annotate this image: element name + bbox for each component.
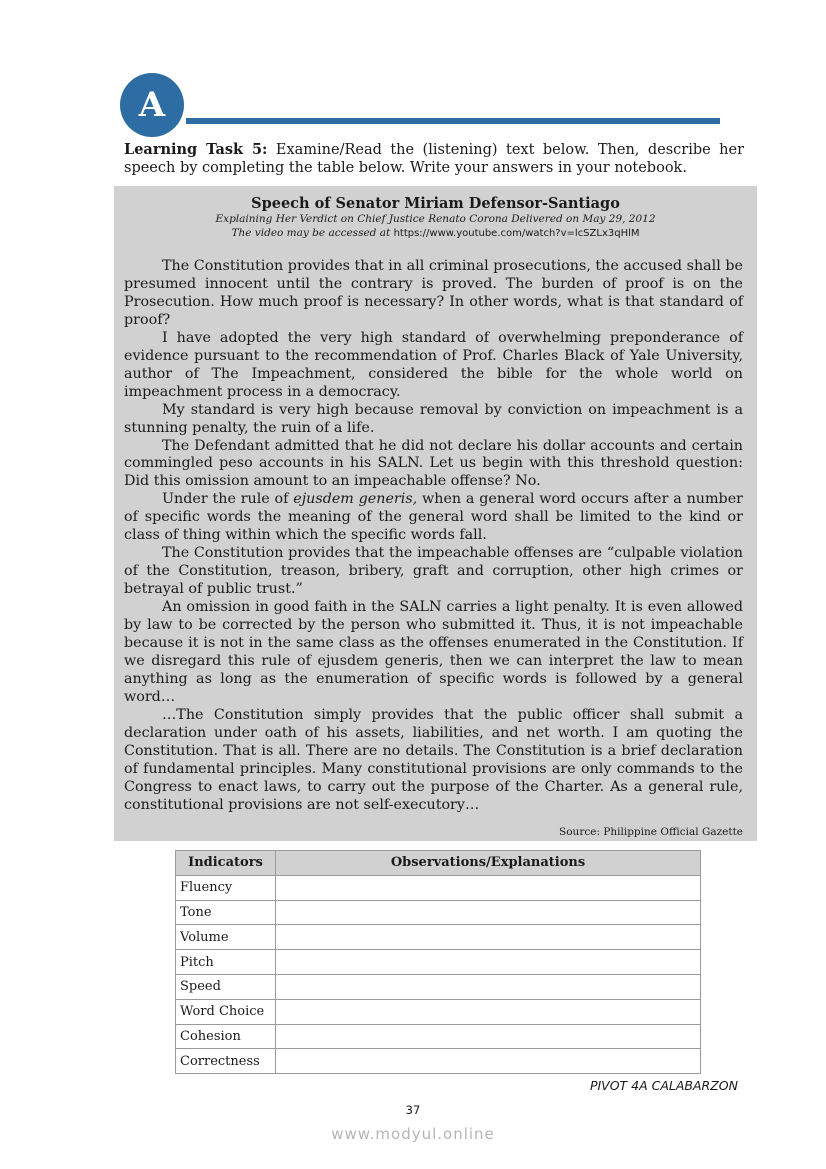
observation-cell — [276, 875, 701, 900]
table-row — [176, 1024, 701, 1049]
observation-cell — [276, 974, 701, 999]
speech-text — [124, 258, 743, 815]
speech-paragraph: …The Constitution simply provides that the public officer shall submit a declaration under oath of his assets, liabilities, and net worth. I am quoting the Constitution. That is all. There are no details. The Constitution is a brief declaration of fundamental principles. Many constitutional provisions are only commands to the Congress to enact laws, to carry out the purpose of the Charter. As a general rule, constitutional provisions are not self-executory… — [124, 706, 743, 813]
observation-cell — [276, 1049, 701, 1074]
table-row — [176, 974, 701, 999]
speech-paragraph: The Constitution provides that in all criminal prosecutions, the accused shall be presumed innocent until the contrary is proved. The burden of proof is on the Prosecution. How much proof is necessary? In other words, what is that standard of proof? — [124, 258, 743, 328]
speech-title: Speech of Senator Miriam Defensor-Santiago — [251, 195, 620, 212]
indicator-label: Cohesion — [176, 1024, 276, 1049]
observation-cell — [276, 950, 701, 975]
indicator-label: Correctness — [176, 1049, 276, 1074]
table-row — [176, 1049, 701, 1074]
indicator-label: Word Choice — [176, 999, 276, 1024]
indicator-label: Volume — [176, 925, 276, 950]
header-observations: Observations/Explanations — [276, 851, 701, 876]
speech-source: Source: Philippine Official Gazette — [559, 826, 743, 838]
page-number: 37 — [405, 1103, 421, 1117]
header-indicators: Indicators — [176, 851, 276, 876]
section-badge: A — [120, 73, 184, 137]
indicator-label: Fluency — [176, 875, 276, 900]
speech-paragraph: My standard is very high because removal by conviction on impeachment is a stunning penalty, the ruin of a life. — [124, 401, 743, 436]
speech-paragraph: The Constitution provides that the impeachable offenses are “culpable violation of the Constitution, treason, bribery, graft and corruption, other high crimes or betrayal of public trust.” — [124, 545, 743, 598]
speech-paragraph — [124, 491, 743, 545]
speech-subtitle: Explaining Her Verdict on Chief Justice Renato Corona Delivered on May 29, 2012 — [215, 213, 656, 225]
indicator-label: Pitch — [176, 950, 276, 975]
table-row — [176, 950, 701, 975]
footer-brand: PIVOT 4A CALABARZON — [589, 1078, 738, 1093]
latin-term: ejusdem generis, — [293, 491, 418, 508]
learning-task-instruction — [124, 141, 744, 177]
access-text: The video may be accessed at — [231, 227, 391, 239]
paragraph-text: Under the rule of — [162, 491, 294, 508]
watermark: www.modyul.online — [331, 1125, 495, 1143]
speech-panel — [114, 186, 757, 841]
task-label: Learning Task 5: — [124, 141, 268, 158]
speech-paragraph: An omission in good faith in the SALN carries a light penalty. It is even allowed by law to be corrected by the person who submitted it. Thus, it is not impeachable because it is not in the same class as the offenses enumerated in the Constitution. If we disregard this rule of ejusdem generis, then we can interpret the law to mean anything as long as the enumeration of specific words is followed by a general word… — [124, 599, 743, 705]
indicator-label: Speed — [176, 974, 276, 999]
task-text: Examine/Read the (listening) text below. Then, describe her speech by completing the table below. Write your answers in your notebook. — [124, 142, 745, 176]
speech-video-access — [114, 227, 757, 239]
indicators-table — [175, 850, 701, 1074]
speech-paragraph: I have adopted the very high standard of overwhelming preponderance of evidence pursuant to the recommendation of Prof. Charles Black of Yale University, author of The Impeachment, considered the bible for the whole world on impeachment process in a democracy. — [124, 329, 743, 400]
table-row — [176, 875, 701, 900]
indicator-label: Tone — [176, 900, 276, 925]
table-row — [176, 900, 701, 925]
observation-cell — [276, 1024, 701, 1049]
observation-cell — [276, 999, 701, 1024]
speech-paragraph: The Defendant admitted that he did not declare his dollar accounts and certain commingled peso accounts in his SALN. Let us begin with this threshold question: Did this omission amount to an impeachable offense? No. — [124, 437, 743, 490]
table-row — [176, 999, 701, 1024]
observation-cell — [276, 925, 701, 950]
video-url: https://www.youtube.com/watch?v=lcSZLx3qHlM — [393, 228, 640, 239]
table-row — [176, 925, 701, 950]
section-rule — [186, 118, 720, 124]
observation-cell — [276, 900, 701, 925]
paragraph-text: when a general word occurs after a number of specific words the meaning of the general word shall be limited to the kind or class of thing within which the specific words fall. — [124, 491, 743, 544]
